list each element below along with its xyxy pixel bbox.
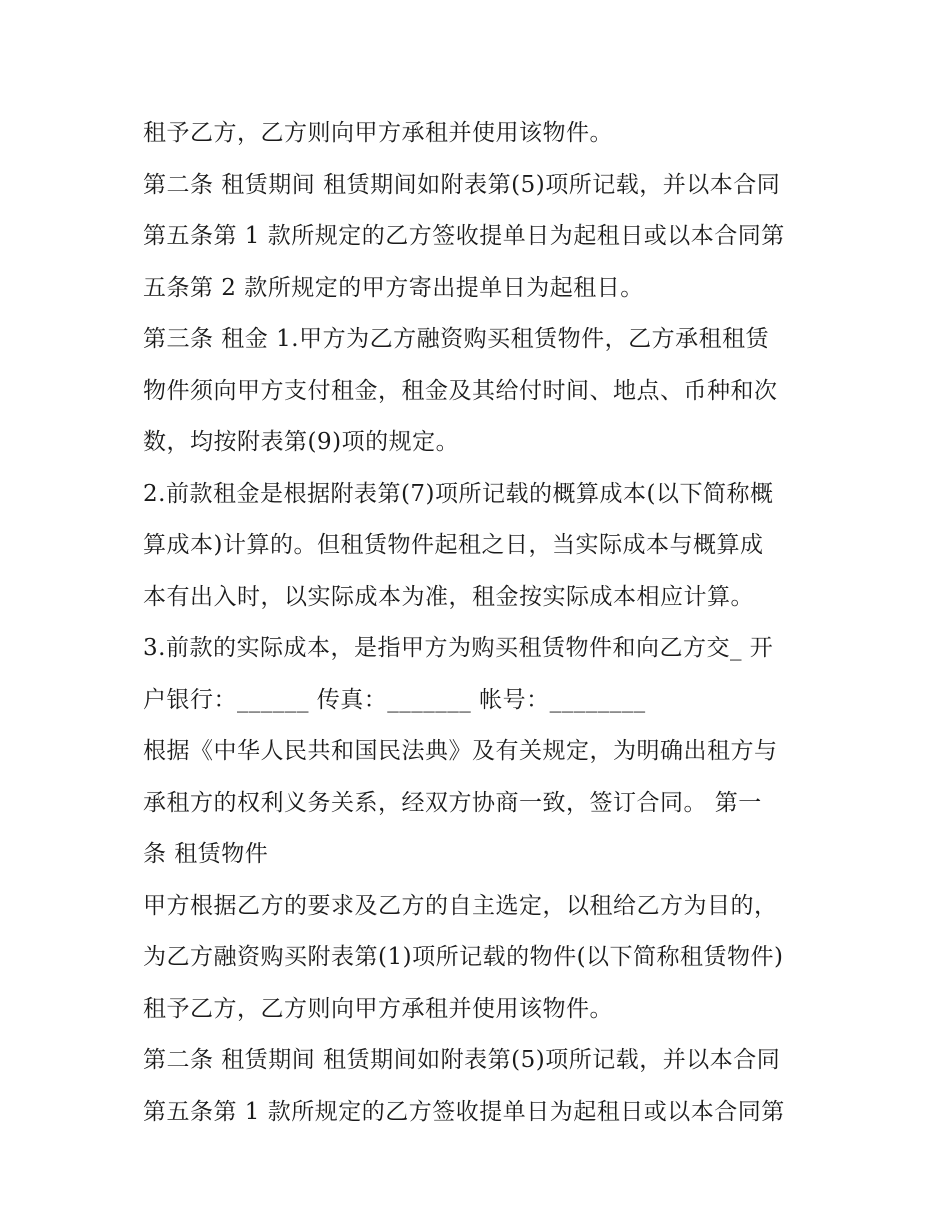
document-body [143,108,823,1138]
text-line: 承租方的权利义务关系，经双方协商一致，签订合同。 第一 [143,789,762,816]
text-line: 户银行：______ 传真：_______ 帐号：________ [143,686,646,713]
text-line: 第三条 租金 1.甲方为乙方融资购买租赁物件，乙方承租租赁 [143,326,770,352]
text-line: 五条第 2 款所规定的甲方寄出提单日为起租日。 [143,274,644,301]
text-line: 3.前款的实际成本，是指甲方为购买租赁物件和向乙方交_ 开 [143,635,774,661]
text-line: 第二条 租赁期间 租赁期间如附表第(5)项所记载，并以本合同 [143,171,781,198]
text-line: 条 租赁物件 [143,841,269,867]
text-line: 第二条 租赁期间 租赁期间如附表第(5)项所记载，并以本合同 [143,1047,781,1073]
text-line: 第五条第 1 款所规定的乙方签收提单日为起租日或以本合同第 [143,223,785,249]
text-line: 2.前款租金是根据附表第(7)项所记载的概算成本(以下简称概 [143,480,774,507]
text-line: 根据《中华人民共和国民法典》及有关规定，为明确出租方与 [143,738,778,764]
text-line: 第五条第 1 款所规定的乙方签收提单日为起租日或以本合同第 [143,1098,785,1125]
text-line: 数，均按附表第(9)项的规定。 [143,429,460,455]
text-line: 本有出入时，以实际成本为准，租金按实际成本相应计算。 [143,583,754,610]
text-line: 租予乙方，乙方则向甲方承租并使用该物件。 [143,995,613,1022]
text-line: 租予乙方，乙方则向甲方承租并使用该物件。 [143,120,613,146]
text-line: 物件须向甲方支付租金，租金及其给付时间、地点、币种和次 [143,377,778,404]
text-line: 甲方根据乙方的要求及乙方的自主选定，以租给乙方为目的， [143,892,778,919]
text-line: 算成本)计算的。但租赁物件起租之日，当实际成本与概算成 [143,532,764,558]
text-line: 为乙方融资购买附表第(1)项所记载的物件(以下简称租赁物件) [143,944,784,970]
